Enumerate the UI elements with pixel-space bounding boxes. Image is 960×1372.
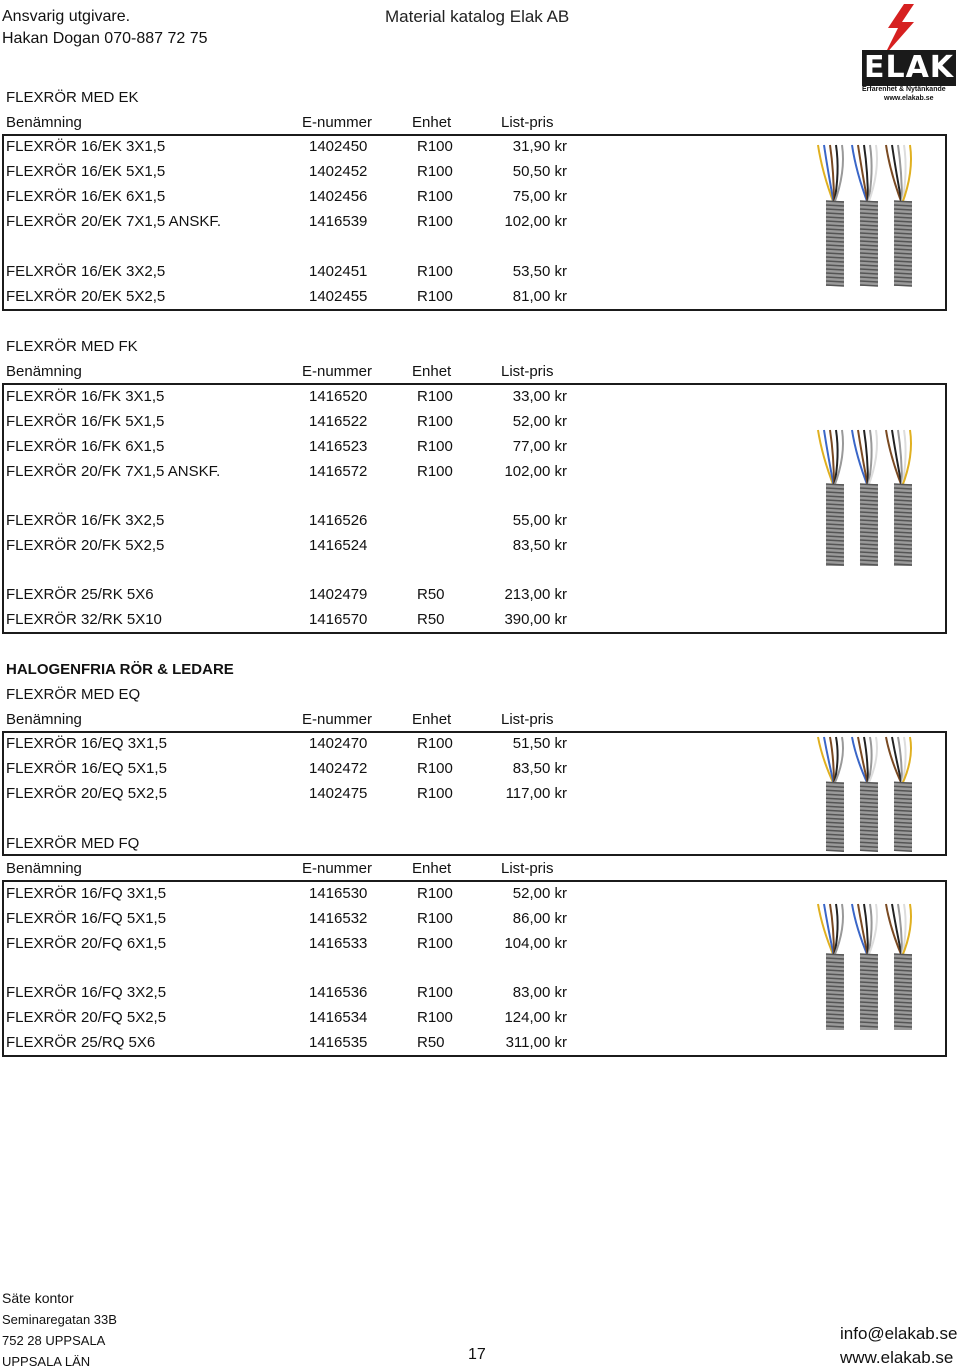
list-price: 390,00 kr [504,611,567,628]
e-number: 1402456 [309,188,368,205]
list-price: 83,00 kr [512,984,567,1001]
e-number: 1402479 [309,586,368,603]
lightning-bolt-icon [874,4,920,56]
street: Seminaregatan 33B [2,1312,117,1327]
list-price: 53,50 kr [512,263,567,280]
list-price: 51,50 kr [512,735,567,752]
publisher-info [2,6,208,50]
e-number: 1416534 [309,1009,368,1026]
product-name: FLEXRÖR 20/FQ 6X1,5 [6,935,167,952]
product-name: FLEXRÖR 16/EQ 5X1,5 [6,760,167,777]
e-number: 1416535 [309,1034,368,1051]
unit: R100 [417,138,453,155]
unit: R100 [417,213,453,230]
product-name: FLEXRÖR 25/RK 5X6 [6,586,154,603]
product-name: FLEXRÖR 16/EK 3X1,5 [6,138,166,155]
list-price: 83,50 kr [512,760,567,777]
e-number: 1402472 [309,760,368,777]
responsible-label: Ansvarig utgivare. [2,8,131,25]
list-price: 75,00 kr [512,188,567,205]
elak-logo [860,4,958,100]
cable-image-ek [812,143,932,288]
list-price: 311,00 kr [505,1034,567,1051]
list-price: 124,00 kr [504,1009,567,1026]
product-name: FLEXRÖR 20/FK 5X2,5 [6,537,165,554]
product-name: FLEXRÖR 20/EQ 5X2,5 [6,785,167,802]
e-number: 1416533 [309,935,368,952]
product-name: FLEXRÖR 16/FQ 3X2,5 [6,984,167,1001]
product-name: FLEXRÖR 20/FK 7X1,5 ANSKF. [6,463,221,480]
product-name: FELXRÖR 16/EK 3X2,5 [6,263,166,280]
logo-url: www.elakab.se [884,95,934,102]
unit: R50 [417,1034,445,1051]
web-link[interactable]: www.elakab.se [840,1348,954,1367]
product-name: FLEXRÖR 20/EK 7X1,5 ANSKF. [6,213,222,230]
cable-image-fq [812,902,932,1032]
e-number: 1416570 [309,611,368,628]
list-price: 117,00 kr [505,785,567,802]
product-name: FELXRÖR 20/EK 5X2,5 [6,288,166,305]
page-number: 17 [468,1346,486,1363]
cable-image-fk [812,428,932,568]
unit: R100 [417,163,453,180]
list-price: 77,00 kr [512,438,567,455]
e-number: 1402475 [309,785,368,802]
list-price: 86,00 kr [512,910,567,927]
e-number: 1416526 [309,512,368,529]
product-name: FLEXRÖR 16/FK 3X1,5 [6,388,165,405]
list-price: 104,00 kr [504,935,567,952]
contact-info [840,1322,957,1370]
office-label: Säte kontor [2,1290,74,1306]
unit: R100 [417,413,453,430]
postal: 752 28 UPPSALA [2,1333,106,1348]
unit: R100 [417,1009,453,1026]
logo-text: ELAK [863,50,955,85]
e-number: 1416524 [309,537,368,554]
list-price: 213,00 kr [504,586,567,603]
e-number: 1402455 [309,288,368,305]
product-name: FLEXRÖR 16/FK 6X1,5 [6,438,165,455]
office-address [2,1288,117,1372]
unit: R100 [417,288,453,305]
e-number: 1402450 [309,138,368,155]
unit: R100 [417,438,453,455]
product-name: FLEXRÖR 32/RK 5X10 [6,611,162,628]
unit: R50 [417,586,445,603]
list-price: 102,00 kr [504,463,567,480]
list-price: 83,50 kr [512,537,567,554]
product-name: FLEXRÖR 16/FQ 5X1,5 [6,910,167,927]
e-number: 1416522 [309,413,368,430]
product-name: FLEXRÖR 16/FQ 3X1,5 [6,885,167,902]
list-price: 55,00 kr [512,512,567,529]
email-link[interactable]: info@elakab.se [840,1324,958,1343]
unit: R100 [417,885,453,902]
unit: R100 [417,935,453,952]
unit: R100 [417,735,453,752]
product-name: FLEXRÖR 20/FQ 5X2,5 [6,1009,167,1026]
catalog-title: Material katalog Elak AB [385,7,570,26]
e-number: 1416532 [309,910,368,927]
e-number: 1416530 [309,885,368,902]
logo-tagline: Erfarenhet & Nytänkande [862,86,946,93]
product-name: FLEXRÖR 16/EK 5X1,5 [6,163,166,180]
e-number: 1416572 [309,463,368,480]
unit: R100 [417,388,453,405]
list-price: 81,00 kr [512,288,567,305]
unit: R100 [417,188,453,205]
responsible-name: Hakan Dogan 070-887 72 75 [2,30,208,47]
product-name: FLEXRÖR 16/FK 3X2,5 [6,512,165,529]
e-number: 1402451 [309,263,368,280]
e-number: 1402452 [309,163,368,180]
unit: R100 [417,910,453,927]
unit: R100 [417,263,453,280]
e-number: 1416536 [309,984,368,1001]
unit: R100 [417,463,453,480]
list-price: 52,00 kr [512,413,567,430]
unit: R100 [417,760,453,777]
e-number: 1416523 [309,438,368,455]
unit: R50 [417,611,445,628]
list-price: 50,50 kr [512,163,567,180]
product-name: FLEXRÖR 25/RQ 5X6 [6,1034,156,1051]
e-number: 1402470 [309,735,368,752]
product-name: FLEXRÖR 16/EK 6X1,5 [6,188,166,205]
unit: R100 [417,785,453,802]
cable-image-eq [812,735,932,853]
county: UPPSALA LÄN [2,1354,91,1369]
unit: R100 [417,984,453,1001]
list-price: 102,00 kr [504,213,567,230]
list-price: 33,00 kr [512,388,567,405]
list-price: 31,90 kr [512,138,567,155]
e-number: 1416520 [309,388,368,405]
product-name: FLEXRÖR 16/EQ 3X1,5 [6,735,167,752]
product-name: FLEXRÖR 16/FK 5X1,5 [6,413,165,430]
e-number: 1416539 [309,213,368,230]
list-price: 52,00 kr [512,885,567,902]
